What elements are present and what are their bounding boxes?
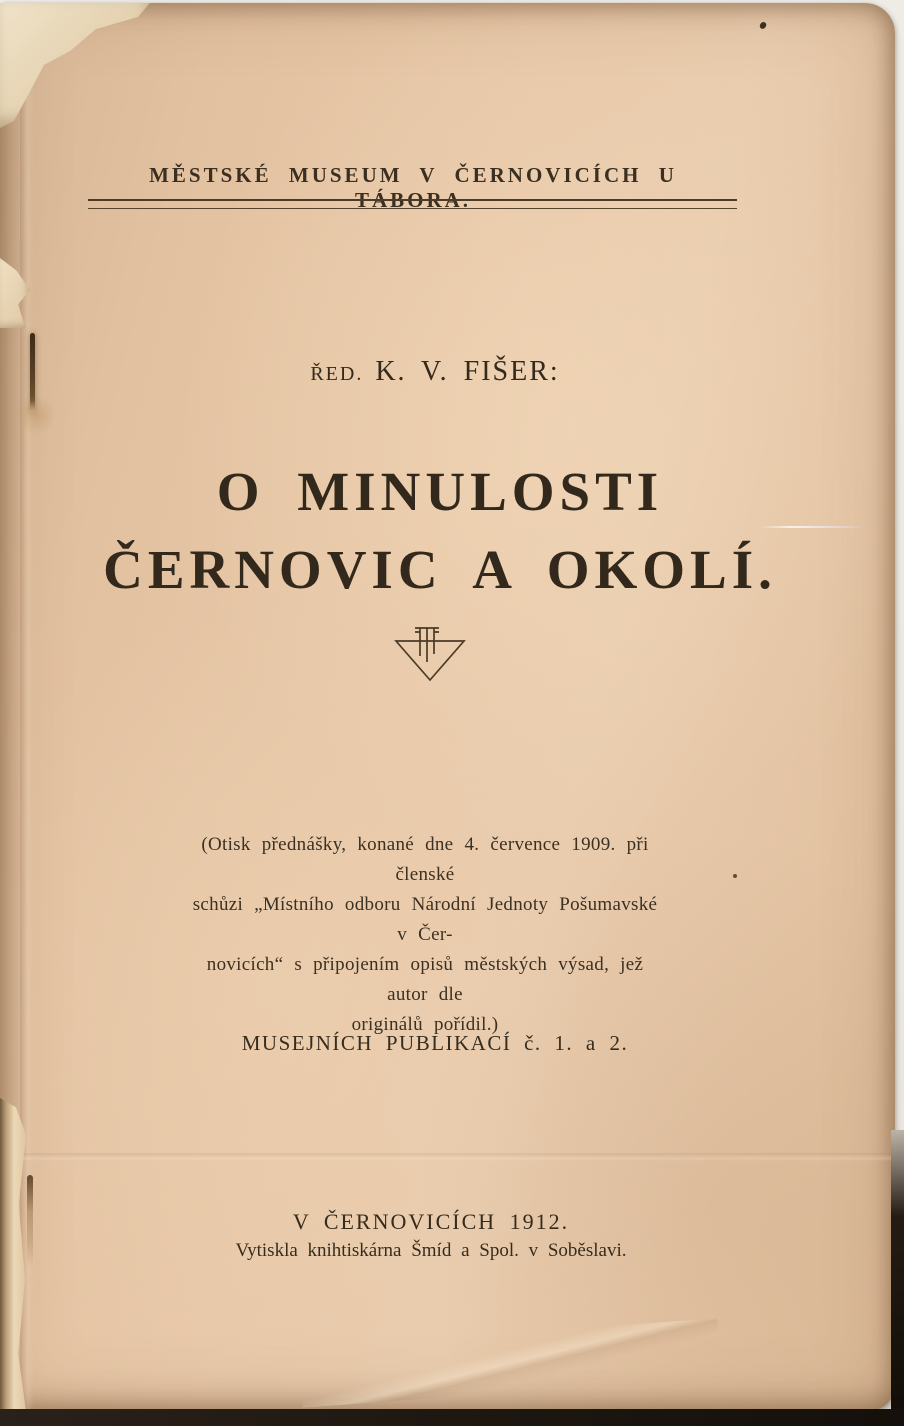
title-line-1: O MINULOSTI	[216, 461, 664, 522]
imprint-printer: Vytiskla knihtiskárna Šmíd a Spol. v Soběslavi.	[235, 1240, 627, 1261]
scan-edge-bottom	[0, 1409, 904, 1426]
note-line: schůzi „Místního odboru Národní Jednoty Pošumavské v Čer-	[192, 894, 658, 945]
note-line: originálů pořídil.)	[351, 1014, 499, 1035]
note-line: novicích“ s připojením opisů městských výsad, jež autor dle	[206, 954, 644, 1005]
page-title	[0, 453, 880, 609]
ink-speck	[759, 21, 767, 30]
author-name: K. V. FIŠER:	[375, 356, 560, 387]
diagonal-crease	[298, 1318, 721, 1407]
header-double-rule	[88, 199, 737, 209]
ink-speck	[733, 874, 737, 878]
horizontal-fold-crease	[0, 1153, 895, 1161]
author-title-prefix: ŘED.	[310, 363, 364, 385]
imprint-city-year: V ČERNOVICÍCH 1912.	[292, 1209, 570, 1234]
author-line	[0, 356, 870, 388]
printers-mark-icon	[390, 625, 470, 691]
book-title-page	[0, 3, 895, 1411]
lecture-note	[183, 830, 667, 1040]
scan-edge-right	[891, 1130, 904, 1418]
note-line: (Otisk přednášky, konané dne 4. července 1909. při členské	[201, 834, 649, 885]
imprint-block	[0, 1209, 862, 1262]
museum-header: MĚSTSKÉ MUSEUM V ČERNOVICÍCH U TÁBORA.	[149, 163, 677, 212]
series-label: MUSEJNÍCH PUBLIKACÍ č. 1. a 2.	[241, 1031, 629, 1055]
title-line-2: ČERNOVIC A OKOLÍ.	[103, 539, 777, 600]
rust-stain	[16, 395, 56, 435]
